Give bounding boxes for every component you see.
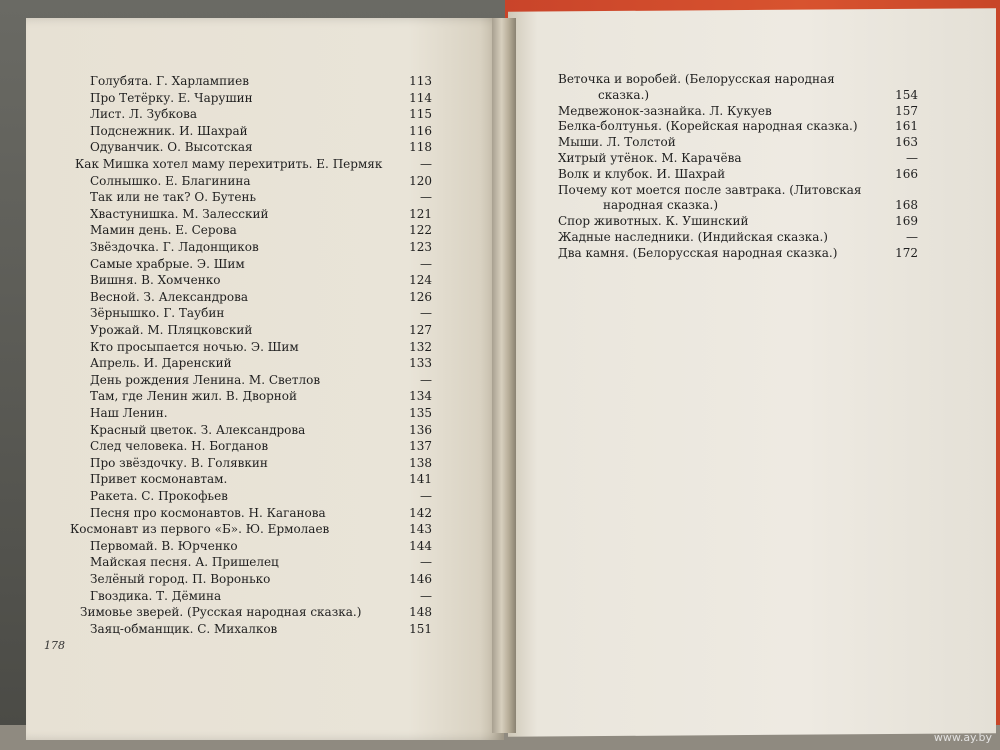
toc-entry-title: Наш Ленин. bbox=[90, 406, 168, 420]
toc-entry-title: Как Мишка хотел маму перехитрить. Е. Пермяк bbox=[75, 157, 383, 171]
toc-entry-page-number: 132 bbox=[409, 339, 432, 354]
toc-entry-page-number: — bbox=[420, 555, 432, 570]
toc-entry-page-number: 138 bbox=[409, 455, 432, 470]
toc-entry-title: Подснежник. И. Шахрай bbox=[90, 123, 248, 138]
toc-entry-page-number: 154 bbox=[895, 87, 918, 102]
toc-entry-title: Там, где Ленин жил. В. Дворной bbox=[90, 389, 298, 404]
toc-entry-title: Урожай. М. Пляцковский bbox=[90, 323, 253, 337]
toc-entry-page-number: — bbox=[420, 489, 432, 503]
watermark-text: www.ay.by bbox=[933, 731, 992, 744]
toc-entry-page-number: 142 bbox=[409, 505, 432, 520]
toc-entry-title: Зимовье зверей. (Русская народная сказка.) bbox=[80, 605, 362, 620]
toc-entry-title: Песня про космонавтов. Н. Каганова bbox=[90, 505, 326, 520]
toc-entry-page-number: 123 bbox=[409, 240, 432, 254]
toc-entry-page-number: — bbox=[420, 306, 432, 321]
toc-entry-title: Майская песня. А. Пришелец bbox=[90, 555, 279, 570]
toc-entry-title: Солнышко. Е. Благинина bbox=[90, 173, 251, 188]
toc-entry-title: Голубята. Г. Харлампиев bbox=[90, 74, 249, 88]
toc-entry-page-number: 116 bbox=[409, 123, 432, 138]
book-spine bbox=[492, 18, 516, 733]
toc-entry-page-number: 151 bbox=[409, 621, 432, 636]
toc-entry-title: След человека. Н. Богданов bbox=[90, 439, 269, 454]
toc-entry-page-number: 122 bbox=[409, 223, 432, 238]
toc-entry-title: Ракета. С. Прокофьев bbox=[90, 489, 228, 503]
toc-entry-title: сказка.) bbox=[598, 87, 650, 102]
toc-entry-page-number: 113 bbox=[409, 74, 432, 88]
toc-entry-title: Почему кот моется после завтрака. (Литовская bbox=[558, 182, 862, 197]
toc-entry-page-number: 144 bbox=[409, 538, 432, 553]
toc-entry-page-number: 135 bbox=[409, 406, 432, 420]
toc-entry-title: Зёрнышко. Г. Таубин bbox=[90, 306, 225, 321]
toc-entry-page-number: 141 bbox=[409, 472, 432, 487]
toc-entry-page-number: — bbox=[420, 190, 432, 205]
toc-entry-title: Вишня. В. Хомченко bbox=[90, 273, 221, 288]
toc-entry-page-number: — bbox=[420, 256, 432, 271]
toc-entry-title: Два камня. (Белорусская народная сказка.) bbox=[558, 245, 838, 260]
toc-entry-page-number: 126 bbox=[409, 289, 432, 304]
toc-entry-page-number: — bbox=[420, 372, 432, 387]
toc-entry-page-number: 133 bbox=[409, 356, 432, 371]
toc-entry-title: День рождения Ленина. М. Светлов bbox=[90, 372, 321, 387]
toc-entry-title: Весной. З. Александрова bbox=[90, 289, 248, 304]
toc-entry-title: Хитрый утёнок. М. Карачёва bbox=[558, 151, 742, 165]
toc-entry-page-number: 121 bbox=[409, 206, 432, 221]
toc-entry-page-number: — bbox=[420, 588, 432, 603]
toc-entry-page-number: 169 bbox=[895, 214, 918, 229]
toc-entry-title: Так или не так? О. Бутень bbox=[90, 190, 256, 205]
toc-entry-title: Одуванчик. О. Высотская bbox=[90, 140, 253, 155]
toc-entry-title: Лист. Л. Зубкова bbox=[90, 107, 198, 122]
toc-entry-title: Зелёный город. П. Воронько bbox=[90, 572, 271, 586]
toc-entry-page-number: 166 bbox=[895, 166, 918, 181]
page-number: 178 bbox=[44, 639, 65, 652]
toc-entry-page-number: 114 bbox=[409, 90, 432, 105]
toc-entry-title: Красный цветок. З. Александрова bbox=[90, 422, 306, 437]
toc-entry-page-number: 163 bbox=[895, 135, 918, 150]
toc-entry-title: Про звёздочку. В. Голявкин bbox=[90, 455, 268, 470]
toc-entry-title: Жадные наследники. (Индийская сказка.) bbox=[558, 230, 828, 244]
toc-entry-page-number: 143 bbox=[409, 522, 432, 537]
toc-entry-page-number: 118 bbox=[409, 140, 432, 155]
toc-entry-page-number: 146 bbox=[409, 572, 432, 586]
toc-entry-title: Привет космонавтам. bbox=[90, 472, 228, 487]
toc-entry-page-number: — bbox=[906, 230, 918, 244]
toc-entry-page-number: 120 bbox=[409, 173, 432, 188]
toc-entry-title: Первомай. В. Юрченко bbox=[90, 538, 238, 553]
toc-entry-title: Веточка и воробей. (Белорусская народная bbox=[558, 72, 835, 86]
toc-entry-page-number: 136 bbox=[409, 422, 432, 437]
toc-entry-title: Мыши. Л. Толстой bbox=[558, 135, 676, 150]
toc-entry-title: Гвоздика. Т. Дёмина bbox=[90, 588, 222, 603]
toc-entry-page-number: 124 bbox=[409, 273, 432, 288]
toc-entry-page-number: 157 bbox=[895, 103, 918, 118]
toc-entry-page-number: 148 bbox=[409, 605, 432, 620]
toc-entry-page-number: 137 bbox=[409, 439, 432, 454]
toc-entry-page-number: — bbox=[420, 157, 432, 171]
toc-entry-page-number: — bbox=[906, 151, 918, 165]
toc-entry-title: Мамин день. Е. Серова bbox=[90, 223, 237, 238]
toc-entry-page-number: 115 bbox=[409, 107, 432, 122]
toc-entry-title: Звёздочка. Г. Ладонщиков bbox=[90, 240, 259, 254]
toc-entry-page-number: 161 bbox=[895, 119, 918, 134]
toc-entry-title: Космонавт из первого «Б». Ю. Ермолаев bbox=[70, 522, 330, 537]
toc-entry-title: Кто просыпается ночью. Э. Шим bbox=[90, 339, 299, 354]
toc-entry-title: Про Тетёрку. Е. Чарушин bbox=[90, 90, 253, 105]
toc-entry-page-number: 172 bbox=[895, 245, 918, 260]
toc-entry-title: Самые храбрые. Э. Шим bbox=[90, 256, 245, 271]
toc-entry-title: Белка-болтунья. (Корейская народная сказка.) bbox=[558, 119, 858, 134]
toc-entry-page-number: 134 bbox=[409, 389, 432, 404]
toc-entry-title: Хвастунишка. М. Залесский bbox=[90, 206, 269, 221]
toc-entry-page-number: 168 bbox=[895, 198, 918, 213]
toc-entry-page-number: 127 bbox=[409, 323, 432, 337]
toc-entry-title: Спор животных. К. Ушинский bbox=[558, 214, 749, 229]
toc-entry-title: Волк и клубок. И. Шахрай bbox=[558, 166, 726, 181]
toc-entry-title: Медвежонок-зазнайка. Л. Кукуев bbox=[558, 103, 772, 118]
toc-entry-title: народная сказка.) bbox=[603, 198, 719, 213]
toc-entry-title: Заяц-обманщик. С. Михалков bbox=[90, 621, 278, 636]
toc-entry-title: Апрель. И. Даренский bbox=[90, 356, 232, 371]
